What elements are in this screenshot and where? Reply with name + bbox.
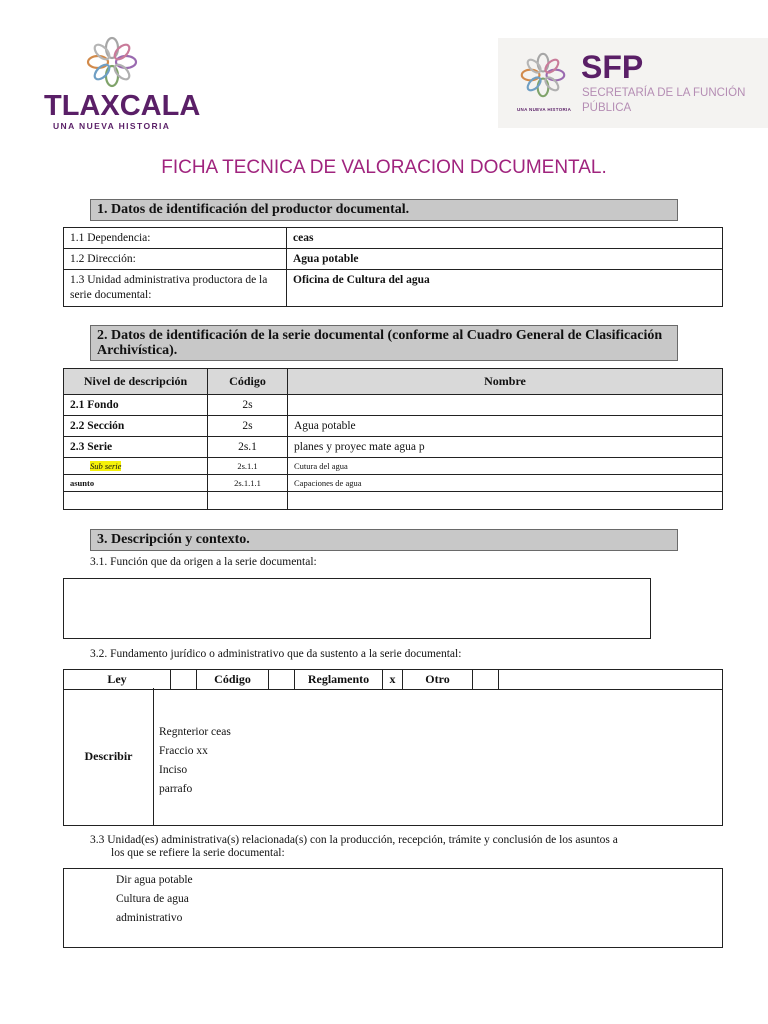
answer-3-3-box (63, 868, 723, 948)
col-codigo-check (269, 670, 295, 690)
sfp-logo-line2: PÚBLICA (582, 102, 632, 114)
col-otro: Otro (403, 670, 473, 690)
section2-heading: 2. Datos de identificación de la serie documental (conforme al Cuadro General de Clasificación Archivística). (90, 325, 678, 361)
producer-table (63, 227, 723, 307)
col-header-nombre: Nombre (288, 369, 723, 395)
question-3-2: 3.2. Fundamento jurídico o administrativo que da sustento a la serie documental: (90, 648, 462, 660)
tlaxcala-flower-logo (86, 36, 138, 88)
col-header-codigo: Código (208, 369, 288, 395)
cell-nombre (288, 492, 723, 510)
table-row (64, 458, 723, 475)
row-label: 1.2 Dirección: (64, 249, 287, 270)
sfp-logo-title: SFP (581, 49, 644, 85)
sfp-logo-tagline: UNA NUEVA HISTORIA (517, 107, 572, 112)
table-row (64, 270, 723, 307)
describir-line: parrafo (159, 783, 193, 795)
describir-line: Regnterior ceas (159, 726, 231, 738)
cell-nivel (64, 458, 208, 475)
tlaxcala-logo-tagline: UNA NUEVA HISTORIA (53, 121, 171, 131)
describir-label: Describir (64, 688, 154, 825)
cell-codigo: 2s.1.1.1 (208, 475, 288, 492)
table-header-row (64, 670, 723, 690)
question-3-3 (90, 834, 618, 860)
section1-heading: 1. Datos de identificación del productor documental. (90, 199, 678, 221)
table-header-row (64, 369, 723, 395)
table-row (64, 492, 723, 510)
col-reglamento: Reglamento (295, 670, 383, 690)
table-row (64, 416, 723, 437)
cell-nombre: Capaciones de agua (288, 475, 723, 492)
col-otro-check (473, 670, 499, 690)
col-extra (499, 670, 723, 690)
cell-nivel (64, 492, 208, 510)
answer-line: administrativo (116, 912, 183, 924)
row-value: ceas (287, 228, 723, 249)
col-ley: Ley (64, 670, 171, 690)
col-ley-check (171, 670, 197, 690)
answer-line: Dir agua potable (116, 874, 193, 886)
cell-nivel: 2.3 Serie (64, 437, 208, 458)
col-codigo: Código (197, 670, 269, 690)
describir-line: Inciso (159, 764, 188, 776)
question-3-3-line2: los que se refiere la serie documental: (111, 847, 285, 859)
answer-3-1-box (63, 578, 651, 639)
answer-line: Cultura de agua (116, 893, 189, 905)
cell-nombre: Agua potable (288, 416, 723, 437)
cell-codigo (208, 492, 288, 510)
tlaxcala-logo-text: TLAXCALA (44, 90, 201, 122)
cell-nombre: Cutura del agua (288, 458, 723, 475)
legal-basis-table (63, 669, 723, 690)
describir-box (63, 688, 723, 826)
cell-codigo: 2s (208, 416, 288, 437)
cell-nombre (288, 395, 723, 416)
question-3-1: 3.1. Función que da origen a la serie documental: (90, 556, 317, 568)
cell-codigo: 2s (208, 395, 288, 416)
series-table (63, 368, 723, 510)
col-reglamento-check: x (383, 670, 403, 690)
cell-nivel: 2.2 Sección (64, 416, 208, 437)
row-value: Agua potable (287, 249, 723, 270)
section3-heading: 3. Descripción y contexto. (90, 529, 678, 551)
row-value: Oficina de Cultura del agua (287, 270, 723, 307)
cell-nivel: asunto (64, 475, 208, 492)
col-header-nivel: Nivel de descripción (64, 369, 208, 395)
table-row (64, 228, 723, 249)
cell-nombre: planes y proyec mate agua p (288, 437, 723, 458)
table-row (64, 437, 723, 458)
row-label: 1.1 Dependencia: (64, 228, 287, 249)
question-3-3-line1: 3.3 Unidad(es) administrativa(s) relacionada(s) con la producción, recepción, trámite y conclusión de los asuntos a (90, 834, 618, 846)
sfp-flower-logo (520, 52, 566, 98)
table-row (64, 475, 723, 492)
row-label: 1.3 Unidad administrativa productora de la serie documental: (64, 270, 287, 307)
answer-3-3-lines (116, 871, 193, 928)
table-row (64, 249, 723, 270)
cell-codigo: 2s.1 (208, 437, 288, 458)
describir-line: Fraccio xx (159, 745, 208, 757)
table-row (64, 395, 723, 416)
cell-codigo: 2s.1.1 (208, 458, 288, 475)
describir-lines (159, 723, 231, 799)
cell-nivel: 2.1 Fondo (64, 395, 208, 416)
sfp-logo-line1: SECRETARÍA DE LA FUNCIÓN (582, 87, 746, 99)
highlighted-text: Sub serie (90, 461, 122, 471)
page-title: FICHA TECNICA DE VALORACION DOCUMENTAL. (161, 157, 607, 178)
